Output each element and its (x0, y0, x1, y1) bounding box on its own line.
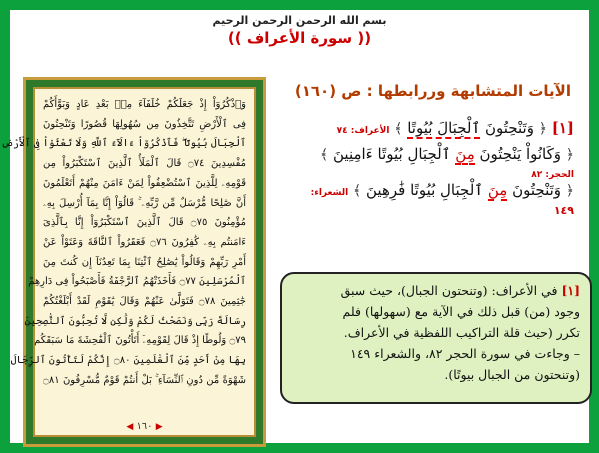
mushaf-line: ٱلْجِبَالَ بُيُوتًا ۖ فَٱذْكُرُوٓاْ ءَالَآءَ ٱللَّهِ وَلَا تَعْثَوْاْ فِى ٱلْأَرْضِ (1, 138, 246, 150)
similar-verses-heading: الآيات المتشابهة وررابطها : ص (١٦٠) (294, 82, 571, 100)
mushaf-line: مُؤْمِنُونَ ۝٧٥ قَالَ ٱلَّذِينَ ٱسْتَكْبَرُوٓاْ إِنَّا بِٱلَّذِىٓ (43, 217, 246, 229)
note-line-1 (292, 280, 580, 301)
left-arrow-icon: ◀ (126, 422, 134, 432)
explanation-box (280, 272, 592, 404)
right-arrow-icon: ▶ (155, 422, 163, 432)
mushaf-line: رِسَالَةَ رَبِّى وَنَصَحْتُ لَكُمْ وَلَٰكِن لَّا تُحِبُّونَ ٱلنَّٰصِحِينَ (24, 315, 246, 327)
mushaf-text-area (1, 87, 256, 437)
verse-text: وَكَانُواْ يَنْحِتُونَ (479, 145, 562, 163)
mushaf-line: بِهَا مِنْ أَحَدٍ مِّنَ ٱلْعَٰلَمِينَ ۝٨٠ إِنَّكُمْ لَتَأْتُونَ ٱلرِّجَالَ (10, 355, 246, 367)
mushaf-line: ۝٧٩ وَلُوطًا إِذْ قَالَ لِقَوْمِهِۦٓ أَتَأْتُونَ ٱلْفَٰحِشَةَ مَا سَبَقَكُم (34, 335, 246, 347)
note-text: في الأعراف: (وتنحتون الجبال)، حيث سبق (340, 283, 558, 298)
mushaf-line: جَٰثِمِينَ ۝٧٨ فَتَوَلَّىٰ عَنْهُمْ وَقَالَ يَٰقَوْمِ لَقَدْ أَبْلَغْتُكُمْ (43, 296, 246, 308)
verse-reference-number: ١٤٩ (553, 204, 574, 217)
mushaf-lines (1, 89, 254, 391)
surah-title: (( سورة الأعراف )) (227, 29, 372, 47)
verse-line-1 (249, 117, 574, 139)
mushaf-page (1, 77, 266, 447)
mushaf-line: فِى ٱلْأَرْضِ تَتَّخِذُونَ مِن سُهُولِهَا قُصُورًا وَتَنْحِتُونَ (43, 118, 246, 130)
basmala: بسم الله الرحمن الرحمن الرحيم (212, 14, 387, 27)
verse-text-highlight: ٱلْجِبَالَ بُيُوتًا (407, 119, 481, 137)
verses-block (249, 117, 574, 217)
mushaf-line: ءَامَنتُم بِهِۦ كَٰفِرُونَ ۝٧٦ فَعَقَرُواْ ٱلنَّاقَةَ وَعَتَوْاْ عَنْ (43, 236, 246, 248)
verse-line-2 (249, 143, 574, 165)
ayah-bracket-icon: ﴿ (565, 183, 574, 199)
mushaf-line: أَنَّ صَٰلِحًا مُّرْسَلٌ مِّن رَّبِّهِۦ ۚ قَالُوٓاْ إِنَّا بِمَآ أُرْسِلَ بِهِۦ (43, 197, 246, 209)
verse-ref-line (249, 165, 574, 179)
verse-text: وَتَنْحِتُونَ (512, 181, 562, 199)
verse-text: ٱلْجِبَالِ بُيُوتًا فَٰرِهِينَ (366, 181, 484, 199)
verse-text-highlight: مِنَ (455, 145, 475, 163)
note-line-4: – وجاءت في سورة الحجر ٨٢، والشعراء ١٤٩ (350, 346, 580, 361)
mushaf-line: وَٱذْكُرُوٓاْ إِذْ جَعَلَكُمْ خُلَفَآءَ مِنۢ بَعْدِ عَادٍ وَبَوَّأَكُمْ (43, 99, 246, 110)
ayah-bracket-icon: ﴾ (353, 183, 362, 199)
verse-text-highlight: مِنَ (487, 181, 508, 199)
note-line-2: وجود (من) قبل ذلك في الآية مع (سهولها) فلم (342, 304, 580, 319)
verse-reference: الحجر: ٨٢ (531, 170, 574, 180)
note-line-3: تكرر (حيث قلة التراكيب اللفظية في الأعراف. (343, 325, 580, 340)
ayah-bracket-icon: ﴾ (394, 121, 403, 137)
verse-reference: الشعراء: (310, 188, 349, 198)
ayah-bracket-icon: ﴾ (320, 147, 329, 163)
mushaf-line: أَمْرِ رَبِّهِمْ وَقَالُواْ يَٰصَٰلِحُ ٱئْتِنَا بِمَا تَعِدُنَآ إِن كُنتَ مِنَ (43, 256, 246, 268)
note-line-5: (وتنحتون من الجبال بيوتًا). (444, 367, 580, 382)
ayah-bracket-icon: ﴿ (538, 121, 547, 137)
verse-text: وَتَنْحِتُونَ (485, 119, 534, 137)
verse-text: ٱلْجِبَالِ بُيُوتًا ءَامِنِينَ (333, 145, 451, 163)
verse-reference: الأعراف: ٧٤ (336, 126, 390, 136)
page-number: ١٦٠ (136, 421, 153, 432)
verse-line-3 (249, 179, 574, 201)
mushaf-line: قَوْمِهِۦ لِلَّذِينَ ٱسْتُضْعِفُواْ لِمَنْ ءَامَنَ مِنْهُمْ أَتَعْلَمُونَ (43, 177, 246, 189)
note-number: [١] (561, 283, 580, 298)
header (10, 14, 589, 48)
mushaf-line: شَهْوَةً مِّن دُونِ ٱلنِّسَآءِ ۚ بَلْ أَنتُمْ قَوْمٌ مُّسْرِفُونَ ۝٨١ (43, 374, 246, 386)
ayah-bracket-icon: ﴿ (565, 147, 574, 163)
verse-number: [١] (551, 119, 574, 137)
page-number-footer (35, 421, 254, 435)
verse-ref-number-line (249, 201, 574, 217)
mushaf-line: ٱلْمُرْسَلِينَ ۝٧٧ فَأَخَذَتْهُمُ ٱلرَّجْفَةُ فَأَصْبَحُواْ فِى دَارِهِمْ (28, 276, 246, 288)
mushaf-line: مُفْسِدِينَ ۝٧٤ قَالَ ٱلْمَلَأُ ٱلَّذِينَ ٱسْتَكْبَرُواْ مِن (43, 158, 246, 170)
